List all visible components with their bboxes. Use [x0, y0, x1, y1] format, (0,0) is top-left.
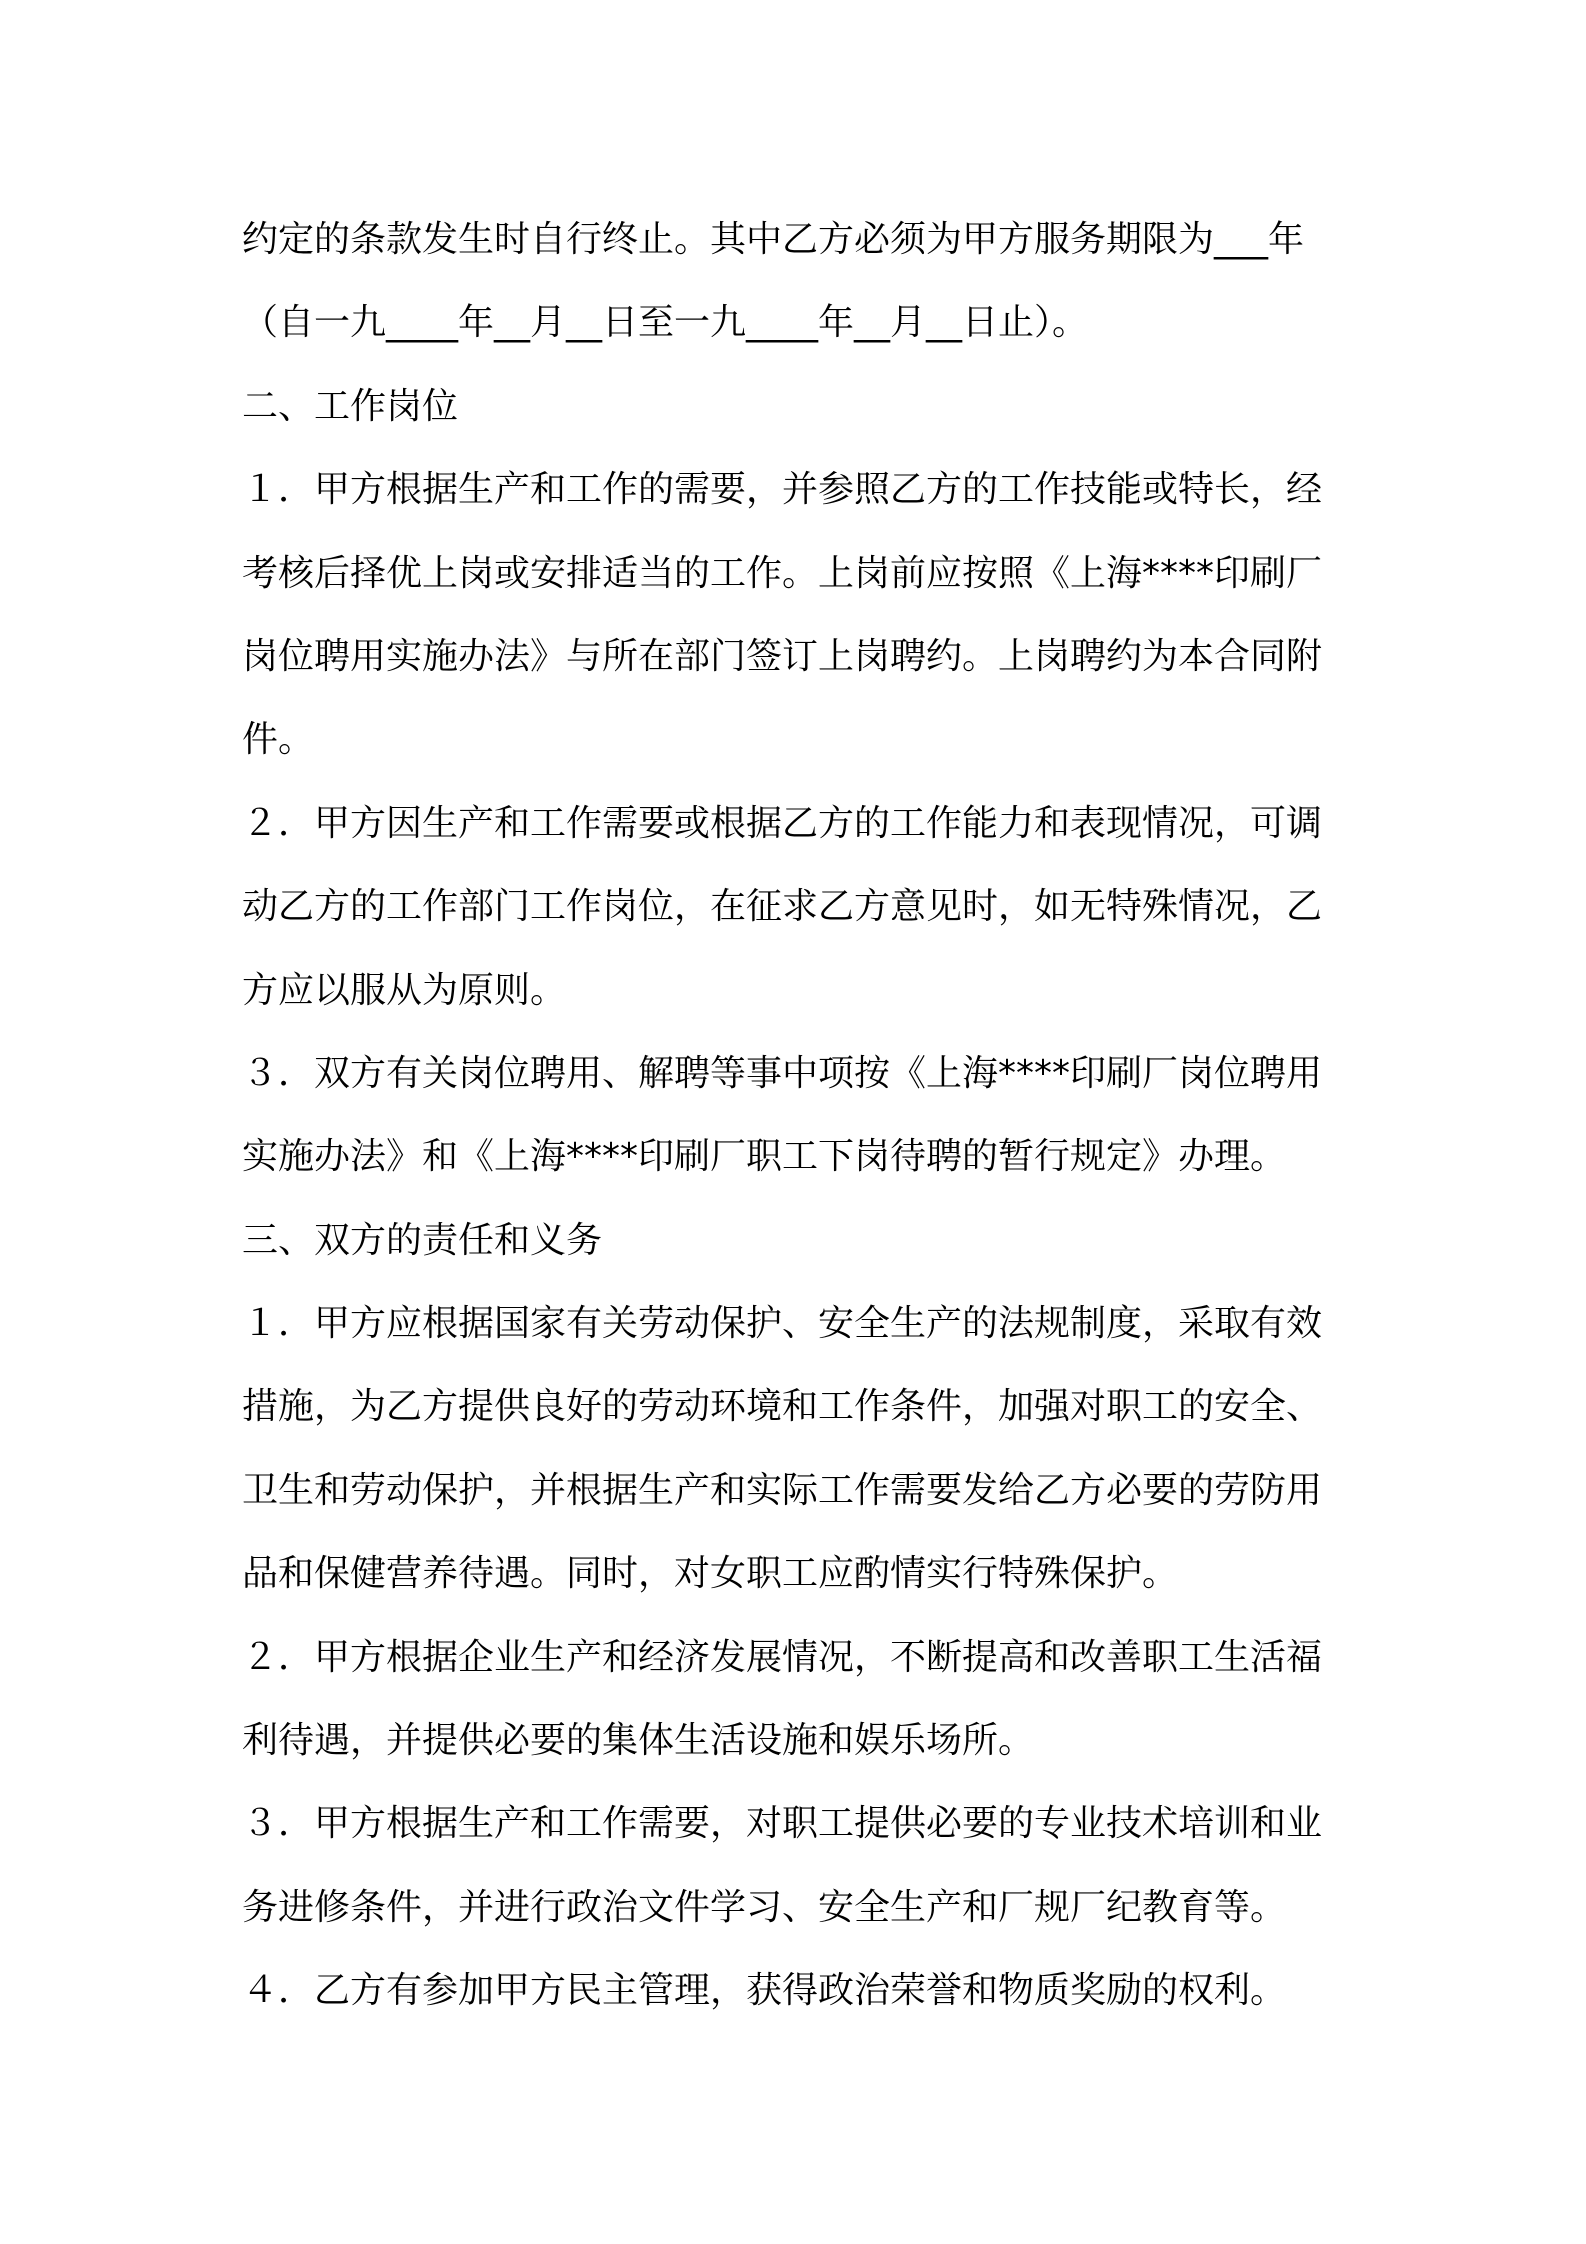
section-heading: 二、工作岗位	[242, 385, 459, 427]
text-line: １．甲方根据生产和工作的需要，并参照乙方的工作技能或特长，经	[242, 469, 1323, 511]
text-line: １．甲方应根据国家有关劳动保护、安全生产的法规制度，采取有效	[242, 1303, 1323, 1345]
text-line: 动乙方的工作部门工作岗位，在征求乙方意见时，如无特殊情况，乙	[242, 886, 1323, 928]
text-line: 利待遇，并提供必要的集体生活设施和娱乐场所。	[242, 1720, 1035, 1762]
text-line: （自一九____年__月__日至一九____年__月__日止）。	[242, 302, 1089, 344]
text-line: ２．甲方因生产和工作需要或根据乙方的工作能力和表现情况，可调	[242, 802, 1323, 844]
text-line: ４．乙方有参加甲方民主管理，获得政治荣誉和物质奖励的权利。	[242, 1970, 1287, 2012]
text-line: 卫生和劳动保护，并根据生产和实际工作需要发给乙方必要的劳防用	[242, 1469, 1323, 1511]
text-line: 件。	[242, 719, 315, 761]
text-line: 实施办法》和《上海****印刷厂职工下岗待聘的暂行规定》办理。	[242, 1136, 1287, 1178]
text-line: 务进修条件，并进行政治文件学习、安全生产和厂规厂纪教育等。	[242, 1886, 1287, 1928]
text-line: ３．双方有关岗位聘用、解聘等事中项按《上海****印刷厂岗位聘用	[242, 1052, 1323, 1094]
text-line: ３．甲方根据生产和工作需要，对职工提供必要的专业技术培训和业	[242, 1803, 1323, 1845]
text-line: 方应以服从为原则。	[242, 969, 567, 1011]
contract-text	[242, 198, 1360, 2033]
text-line: 品和保健营养待遇。同时，对女职工应酌情实行特殊保护。	[242, 1553, 1179, 1595]
text-line: 约定的条款发生时自行终止。其中乙方必须为甲方服务期限为___年	[242, 219, 1305, 260]
text-line: ２．甲方根据企业生产和经济发展情况，不断提高和改善职工生活福	[242, 1636, 1323, 1678]
text-line: 考核后择优上岗或安排适当的工作。上岗前应按照《上海****印刷厂	[242, 552, 1323, 594]
text-line: 岗位聘用实施办法》与所在部门签订上岗聘约。上岗聘约为本合同附	[242, 635, 1323, 677]
text-line: 措施，为乙方提供良好的劳动环境和工作条件，加强对职工的安全、	[242, 1386, 1323, 1428]
section-heading: 三、双方的责任和义务	[242, 1219, 603, 1261]
